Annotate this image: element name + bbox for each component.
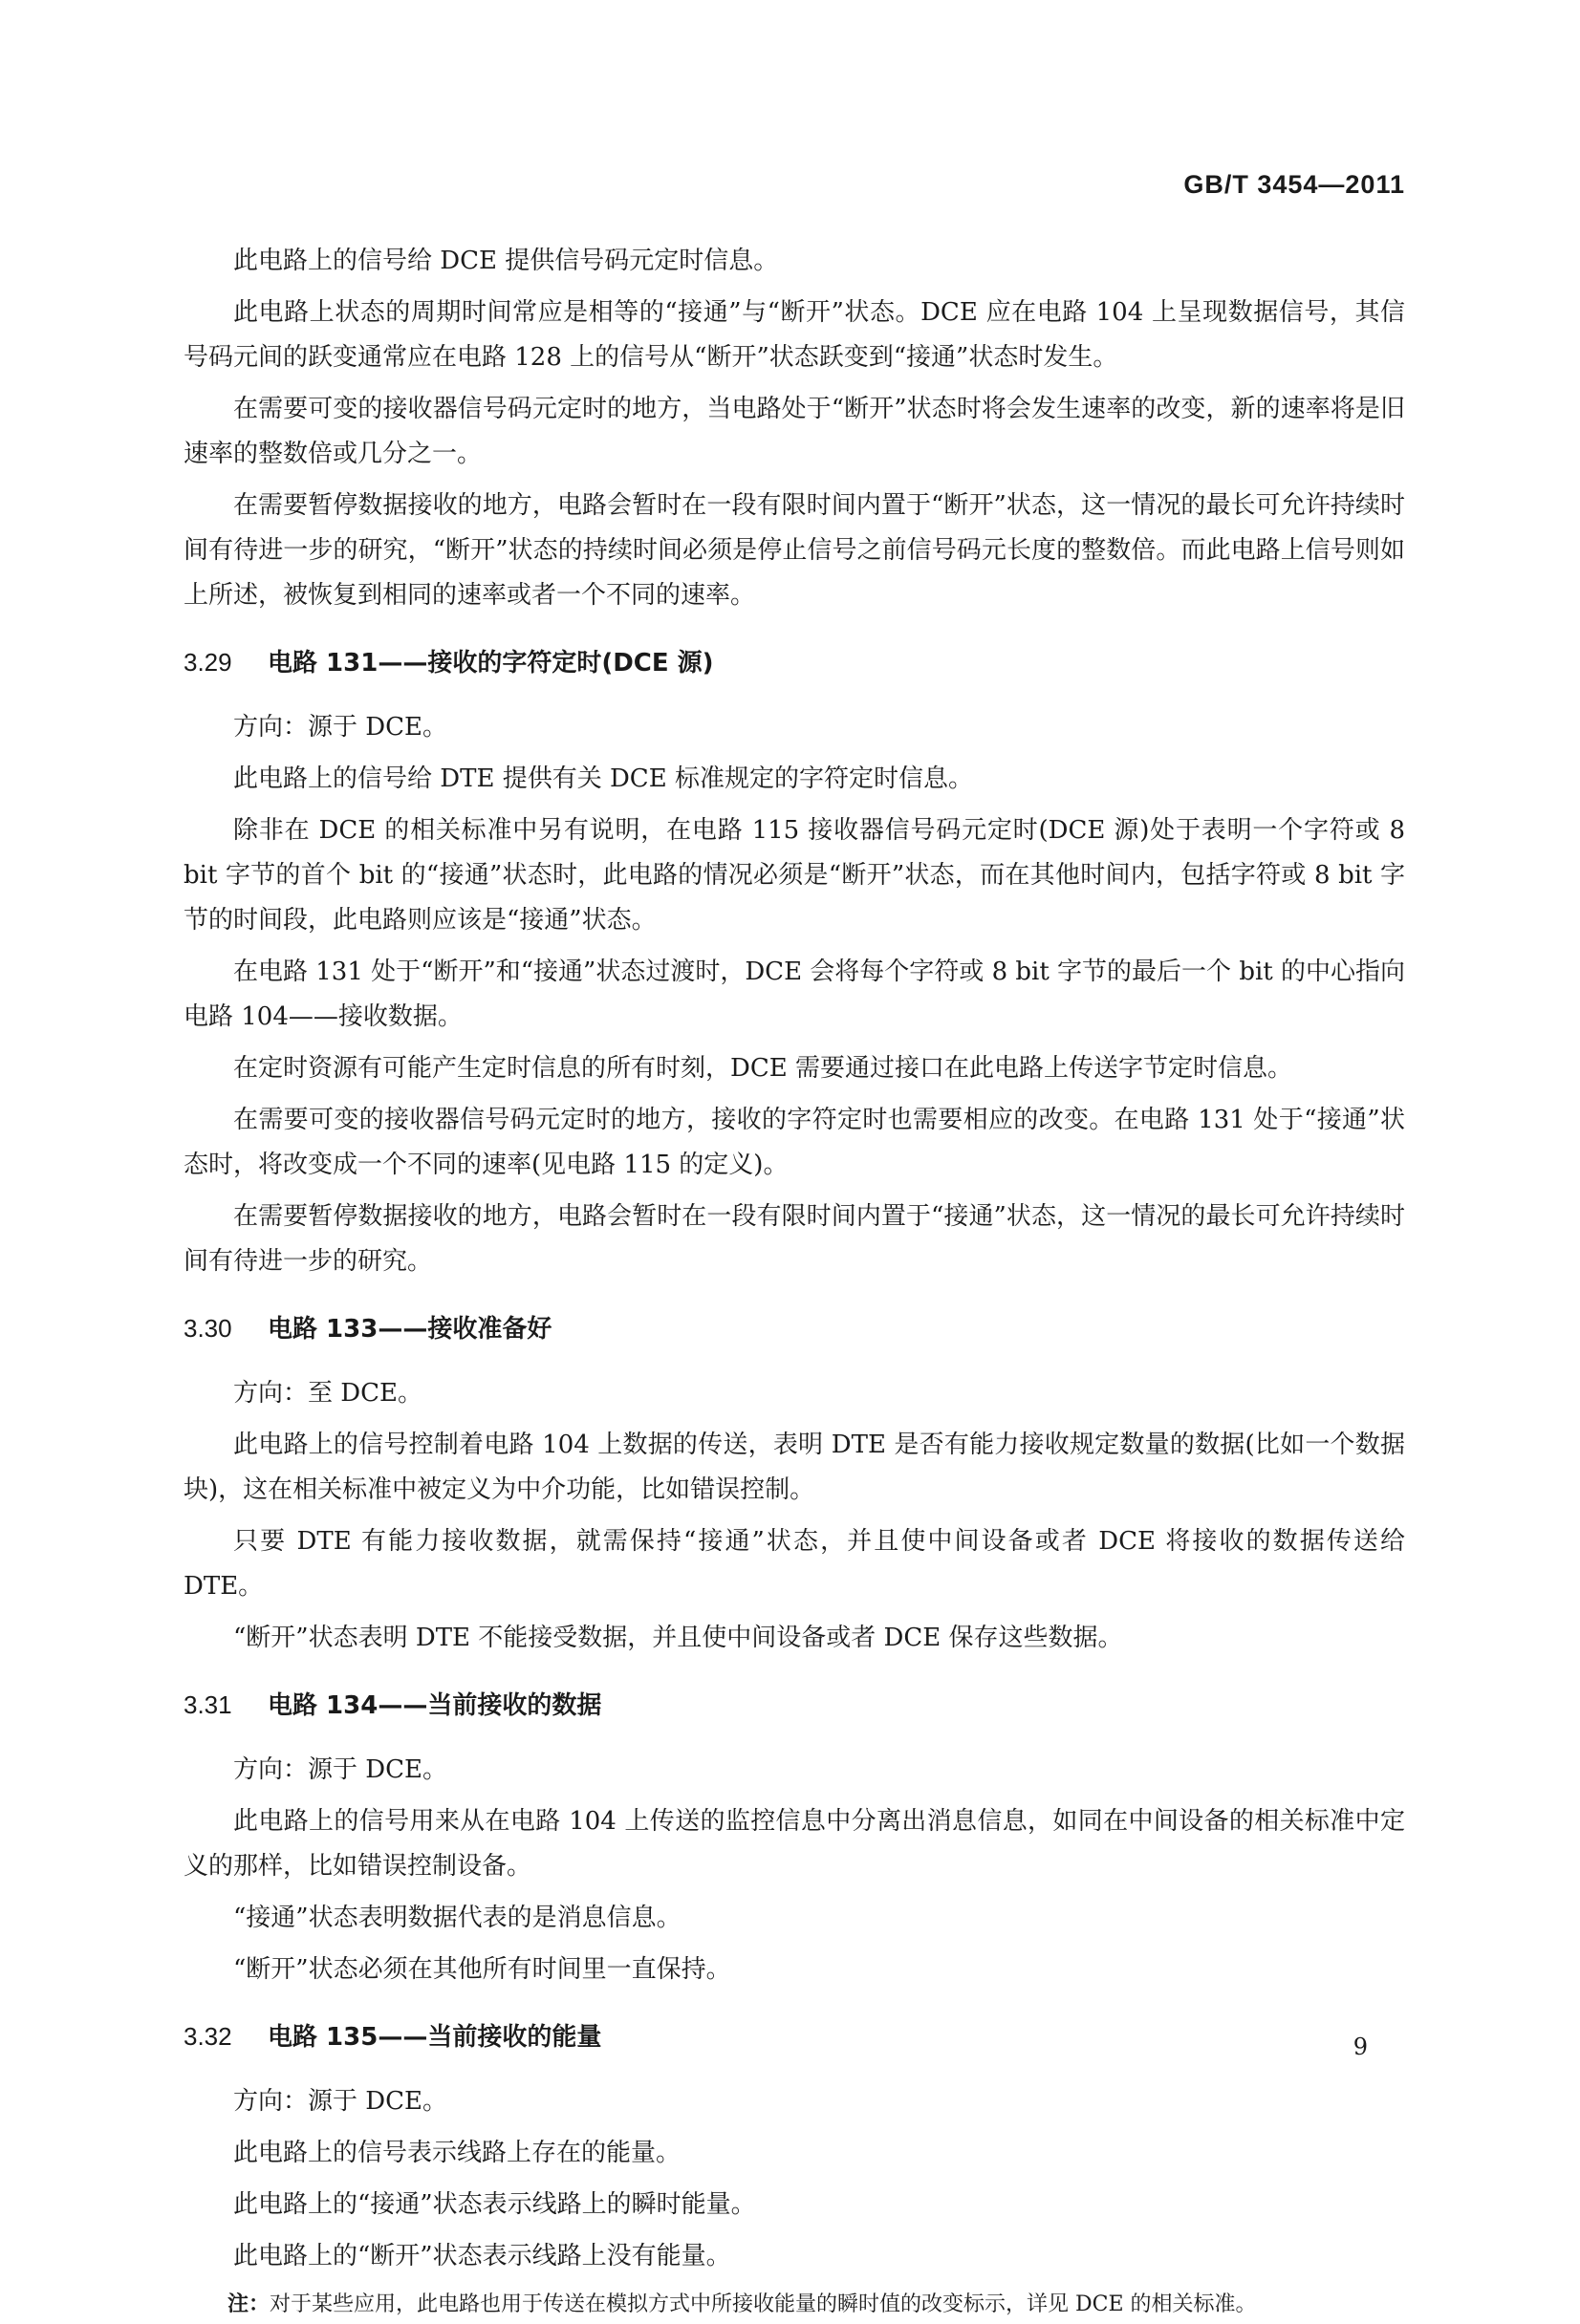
paragraph: 在需要可变的接收器信号码元定时的地方，当电路处于“断开”状态时将会发生速率的改变，新的速率将是旧速率的整数倍或几分之一。	[184, 395, 1405, 468]
paragraph: 此电路上的信号用来从在电路 104 上传送的监控信息中分离出消息信息，如同在中间设备的相关标准中定义的那样，比如错误控制设备。	[184, 1807, 1405, 1881]
paragraph: 方向：源于 DCE。	[233, 1755, 447, 1784]
paragraph: 此电路上的“接通”状态表示线路上的瞬时能量。	[233, 2190, 756, 2219]
note	[184, 2286, 1405, 2324]
section-title: 电路 134——当前接收的数据	[268, 1691, 602, 1720]
paragraph: 此电路上的“断开”状态表示线路上没有能量。	[233, 2242, 731, 2270]
paragraph: “断开”状态表明 DTE 不能接受数据，并且使中间设备或者 DCE 保存这些数据。	[233, 1624, 1123, 1652]
section-number: 3.30	[184, 1314, 232, 1343]
note-label: 注：	[227, 2292, 271, 2316]
section-heading	[184, 2013, 1405, 2060]
section-number: 3.32	[184, 2022, 232, 2051]
paragraph: 此电路上状态的周期时间常应是相等的“接通”与“断开”状态。DCE 应在电路 104 上呈现数据信号，其信号码元间的跃变通常应在电路 128 上的信号从“断开”状态跃变到“接通”状态时发生。	[184, 298, 1405, 372]
standard-code: GB/T 3454—2011	[1183, 170, 1405, 199]
paragraph: 在需要暂停数据接收的地方，电路会暂时在一段有限时间内置于“断开”状态，这一情况的最长可允许持续时间有待进一步的研究，“断开”状态的持续时间必须是停止信号之前信号码元长度的整数倍。而此电路上信号则如上所述，被恢复到相同的速率或者一个不同的速率。	[184, 491, 1405, 610]
section-number: 3.31	[184, 1690, 232, 1719]
paragraph: 方向：源于 DCE。	[233, 713, 447, 742]
paragraph: 除非在 DCE 的相关标准中另有说明，在电路 115 接收器信号码元定时(DCE 源)处于表明一个字符或 8 bit 字节的首个 bit 的“接通”状态时，此电路的情况必须是“断开”状态，而在其他时间内，包括字符或 8 bit 字节的时间段，此电路则应该是“接通”状态。	[184, 816, 1405, 935]
paragraph: 此电路上的信号表示线路上存在的能量。	[233, 2139, 682, 2167]
note-text: 对于某些应用，此电路也用于传送在模拟方式中所接收能量的瞬时值的改变标示，详见 DCE 的相关标准。	[270, 2292, 1257, 2316]
paragraph: 在电路 131 处于“断开”和“接通”状态过渡时，DCE 会将每个字符或 8 bit 字节的最后一个 bit 的中心指向电路 104——接收数据。	[184, 958, 1405, 1031]
paragraph: 方向：至 DCE。	[233, 1379, 422, 1408]
paragraph: 在定时资源有可能产生定时信息的所有时刻，DCE 需要通过接口在此电路上传送字节定时信息。	[233, 1054, 1292, 1083]
paragraph: 方向：源于 DCE。	[233, 2087, 447, 2116]
paragraph: 在需要暂停数据接收的地方，电路会暂时在一段有限时间内置于“接通”状态，这一情况的最长可允许持续时间有待进一步的研究。	[184, 1202, 1405, 1276]
paragraph: 此电路上的信号控制着电路 104 上数据的传送，表明 DTE 是否有能力接收规定数量的数据(比如一个数据块)，这在相关标准中被定义为中介功能，比如错误控制。	[184, 1431, 1405, 1504]
section-number: 3.29	[184, 648, 232, 677]
section-heading	[184, 639, 1405, 686]
page-number: 9	[1353, 2034, 1368, 2060]
paragraph: 此电路上的信号给 DTE 提供有关 DCE 标准规定的字符定时信息。	[233, 764, 973, 793]
document-body	[184, 239, 1405, 2324]
section-title: 电路 133——接收准备好	[268, 1315, 552, 1344]
section-title: 电路 135——当前接收的能量	[268, 2023, 602, 2052]
section-title: 电路 131——接收的字符定时(DCE 源)	[268, 649, 714, 678]
section-heading	[184, 1305, 1405, 1352]
paragraph: 此电路上的信号给 DCE 提供信号码元定时信息。	[233, 247, 779, 275]
paragraph: “接通”状态表明数据代表的是消息信息。	[233, 1904, 682, 1932]
section-heading	[184, 1682, 1405, 1729]
paragraph: 在需要可变的接收器信号码元定时的地方，接收的字符定时也需要相应的改变。在电路 131 处于“接通”状态时，将改变成一个不同的速率(见电路 115 的定义)。	[184, 1106, 1405, 1179]
paragraph: 只要 DTE 有能力接收数据，就需保持“接通”状态，并且使中间设备或者 DCE 将接收的数据传送给 DTE。	[184, 1527, 1405, 1601]
paragraph: “断开”状态必须在其他所有时间里一直保持。	[233, 1955, 731, 1984]
